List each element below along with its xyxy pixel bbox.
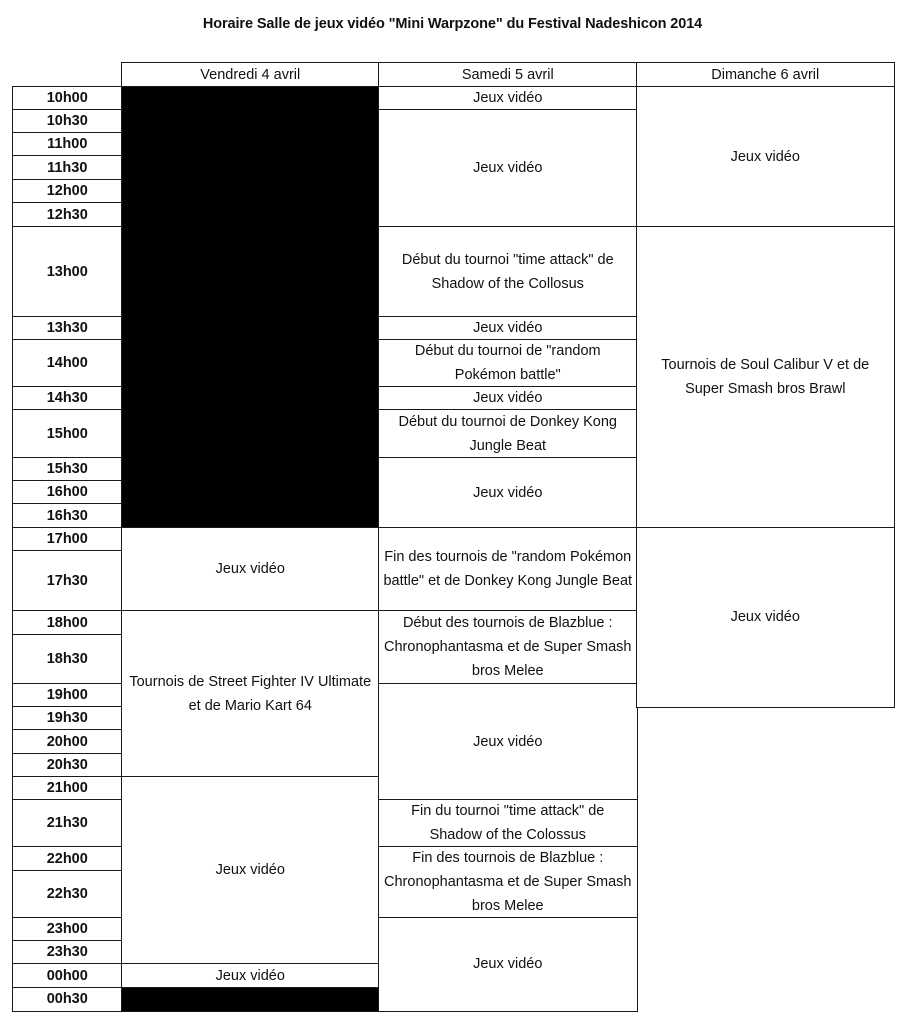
time-slot-label: 12h00 [46,183,88,200]
event-cell-label: Début du tournoi "time attack" de Shadow of the Collosus [401,251,614,292]
event-cell-label: Tournois de Street Fighter IV Ultimate et de Mario Kart 64 [129,673,372,714]
time-slot-label: 22h00 [46,850,88,867]
event-cell-label: Jeux vidéo [473,733,543,750]
time-slot-label: 19h30 [46,710,88,727]
time-slot [12,109,123,134]
time-slot [12,963,123,989]
time-slot [12,202,123,228]
time-slot-label: 12h30 [46,206,88,223]
event-cell-label: Jeux vidéo [215,967,285,984]
time-slot-label: 14h00 [46,355,88,372]
event-cell-label: Début du tournoi de Donkey Kong Jungle Beat [398,413,617,454]
event-cell-label: Jeux vidéo [730,148,800,165]
time-slot-label: 17h30 [46,572,88,589]
time-slot-label: 20h00 [46,733,88,750]
event-cell-label: Jeux vidéo [215,561,285,578]
day-header [636,62,895,88]
time-slot [12,634,123,685]
event-cell-label: Fin des tournois de Blazblue : Chronophantasma et de Super Smash bros Melee [384,850,632,915]
time-slot-label: 20h30 [46,757,88,774]
event-cell [378,86,638,111]
time-slot [12,799,123,848]
closed-block [121,987,380,1012]
event-cell-label: Fin des tournois de "random Pokémon battle" et de Donkey Kong Jungle Beat [383,549,633,590]
day-header-label: Samedi 5 avril [461,66,554,83]
event-cell [378,610,638,685]
event-cell-label: Jeux vidéo [473,160,543,177]
time-slot [12,940,123,965]
event-cell-label: Jeux vidéo [473,320,543,337]
time-slot [12,527,123,552]
event-cell [378,527,638,612]
time-slot-label: 23h30 [46,944,88,961]
time-slot [12,706,123,731]
event-cell [378,917,638,1012]
event-cell [378,409,638,459]
time-slot-label: 19h00 [46,687,88,704]
event-cell-label: Jeux vidéo [473,956,543,973]
time-slot [12,503,123,529]
time-slot-label: 15h30 [46,461,88,478]
time-slot [12,132,123,157]
time-slot-label: 00h00 [46,967,88,984]
event-cell [121,610,380,778]
event-cell-label: Jeux vidéo [215,862,285,879]
event-cell [378,109,638,228]
time-slot [12,753,123,778]
time-slot-label: 11h00 [47,136,88,153]
time-slot [12,179,123,204]
event-cell-label: Tournois de Soul Calibur V et de Super Smash bros Brawl [661,357,870,398]
time-slot-label: 23h00 [46,921,88,938]
event-cell [121,527,380,612]
time-slot [12,987,123,1012]
time-slot [12,226,123,318]
event-cell [378,457,638,529]
time-slot-label: 10h00 [46,90,88,107]
time-slot [12,846,123,872]
event-cell [636,226,895,529]
event-cell [378,316,638,341]
time-slot-label: 21h30 [46,815,88,832]
time-slot [12,409,123,459]
time-slot [12,683,123,708]
event-cell-label: Jeux vidéo [473,390,543,407]
event-cell [378,799,638,848]
time-slot [12,86,123,111]
event-cell [378,683,638,801]
time-slot [12,917,123,942]
time-slot [12,610,123,636]
time-slot-label: 00h30 [46,991,88,1008]
time-slot [12,339,123,388]
time-slot-label: 16h30 [46,507,88,524]
time-slot-label: 21h00 [46,780,88,797]
time-slot-label: 18h00 [46,614,88,631]
event-cell-label: Jeux vidéo [473,90,543,107]
closed-block [121,86,380,529]
time-slot-label: 18h30 [46,651,88,668]
event-cell-label: Jeux vidéo [473,484,543,501]
day-header [121,62,380,88]
day-header-label: Dimanche 6 avril [711,66,820,83]
event-cell-label: Début du tournoi de "random Pokémon battle" [414,343,601,384]
time-slot-label: 14h30 [46,390,88,407]
time-slot-label: 11h30 [47,159,88,176]
page-title: Horaire Salle de jeux vidéo "Mini Warpzone" du Festival Nadeshicon 2014 [202,16,703,32]
time-slot [12,550,123,612]
event-cell-label: Fin du tournoi "time attack" de Shadow of the Colossus [411,803,605,844]
event-cell [378,386,638,411]
event-cell [636,86,895,228]
time-slot [12,480,123,505]
time-slot-label: 10h30 [46,113,88,130]
time-slot-label: 13h30 [46,320,88,337]
event-cell-label: Jeux vidéo [730,609,800,626]
time-slot [12,457,123,482]
time-slot [12,386,123,411]
time-slot [12,870,123,919]
time-slot-label: 13h00 [46,263,88,280]
event-cell [378,846,638,919]
time-slot-label: 17h00 [46,531,88,548]
time-slot [12,155,123,181]
time-slot [12,776,123,801]
time-slot [12,316,123,341]
time-slot-label: 15h00 [46,425,88,442]
event-cell [636,527,895,708]
time-slot-label: 22h30 [46,886,88,903]
day-header [378,62,638,88]
time-slot-label: 16h00 [46,484,88,501]
event-cell-label: Début des tournois de Blazblue : Chronophantasma et de Super Smash bros Melee [384,615,632,680]
event-cell [378,226,638,318]
event-cell [378,339,638,388]
event-cell [121,776,380,965]
event-cell [121,963,380,989]
time-slot [12,729,123,755]
day-header-label: Vendredi 4 avril [200,66,301,83]
